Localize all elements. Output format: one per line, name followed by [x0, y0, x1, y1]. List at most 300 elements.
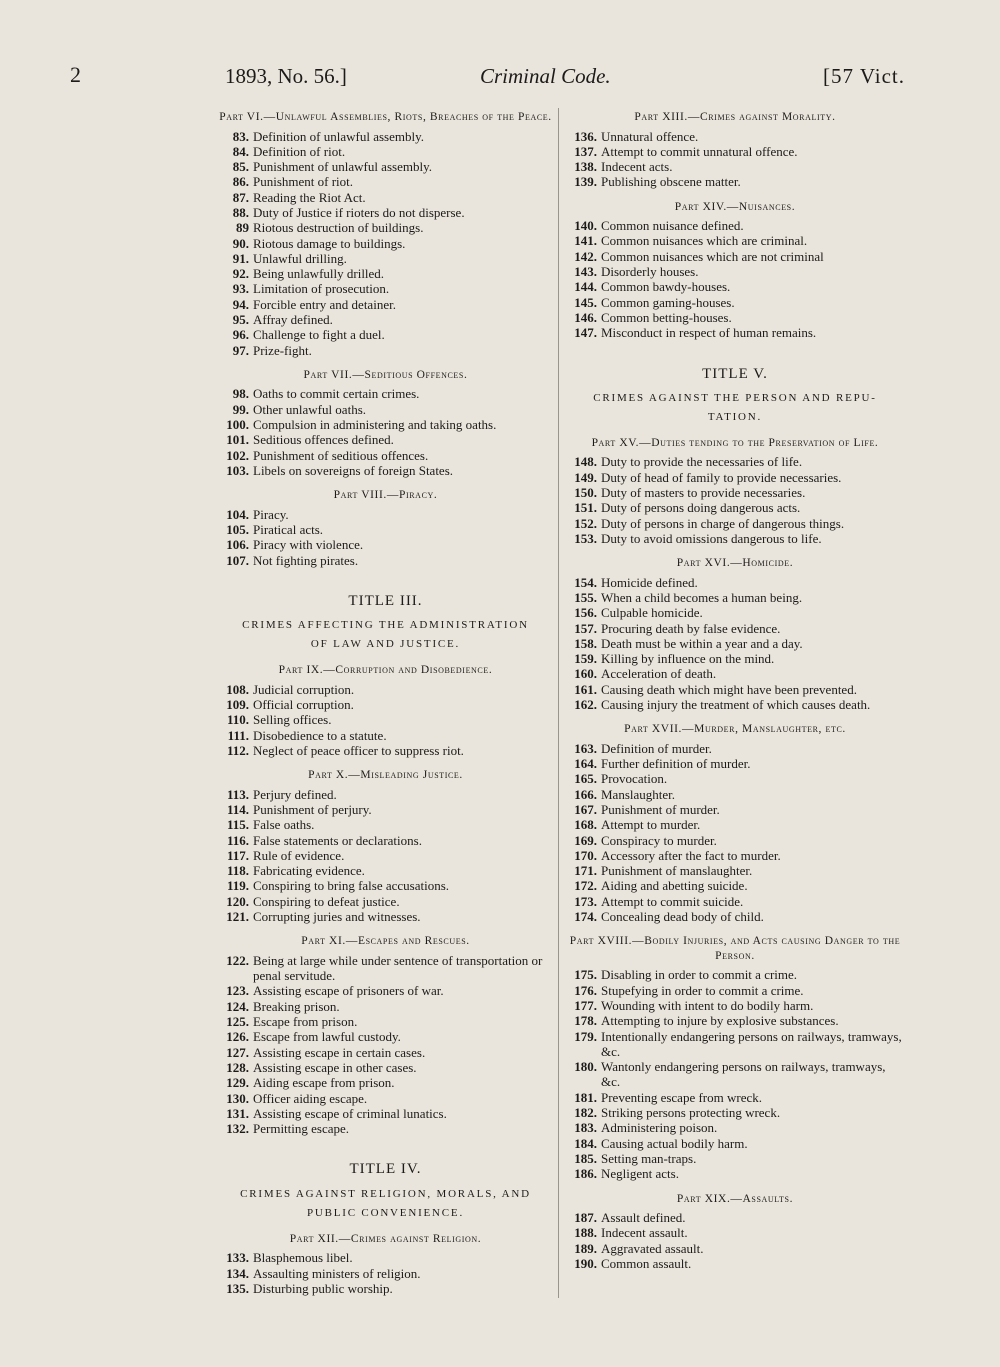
section-number: 181. [574, 1089, 597, 1105]
section-title: Punishment of seditious offences. [253, 447, 429, 463]
left-column [218, 110, 553, 1296]
contents-entry [218, 1266, 553, 1281]
section-title: Publishing obscene matter. [601, 174, 741, 190]
contents-entry [218, 728, 553, 743]
section-number: 142. [574, 248, 597, 264]
section-number: 105. [226, 522, 249, 538]
section-title: Judicial corruption. [253, 681, 355, 697]
section-number: 188. [574, 1225, 597, 1241]
contents-entry [218, 1029, 553, 1044]
section-title: Intentionally endangering persons on railways, tramways, &c. [601, 1028, 902, 1059]
contents-entry [566, 279, 904, 294]
section-number: 138. [574, 159, 597, 175]
section-number: 169. [574, 832, 597, 848]
column-divider [558, 108, 559, 1298]
section-title: Disorderly houses. [601, 264, 699, 280]
section-number: 117. [226, 847, 249, 863]
part-heading: Part VII.—Seditious Offences. [303, 368, 468, 381]
section-number: 128. [226, 1059, 249, 1075]
section-title: False oaths. [253, 817, 315, 833]
part-heading: Part XVII.—Murder, Manslaughter, etc. [624, 723, 846, 736]
contents-entry [566, 817, 904, 832]
contents-entry [218, 402, 553, 417]
section-title: Limitation of prosecution. [253, 281, 390, 297]
section-title: Conspiring to bring false accusations. [253, 878, 450, 894]
section-title: Assisting escape of criminal lunatics. [253, 1105, 447, 1121]
section-number: 110. [226, 712, 249, 728]
section-number: 159. [574, 651, 597, 667]
contents-entry [566, 1151, 904, 1166]
section-number: 133. [226, 1250, 249, 1266]
section-number: 163. [574, 740, 597, 756]
section-number: 153. [574, 530, 597, 546]
part-heading: Part X.—Misleading Justice. [308, 769, 463, 782]
section-number: 185. [574, 1150, 597, 1166]
contents-entry [566, 1105, 904, 1120]
section-number: 108. [226, 681, 249, 697]
contents-entry [566, 863, 904, 878]
section-number: 177. [574, 997, 597, 1013]
section-number: 96. [232, 327, 249, 343]
contents-entry [566, 605, 904, 620]
section-title: Forcible entry and detainer. [253, 296, 396, 312]
contents-entry [218, 236, 553, 251]
contents-entry [566, 983, 904, 998]
section-number: 98. [232, 386, 249, 402]
section-title: Blasphemous libel. [253, 1250, 353, 1266]
section-number: 100. [226, 417, 249, 433]
section-number: 101. [226, 432, 249, 448]
section-number: 111. [227, 727, 249, 743]
contents-entry [218, 312, 553, 327]
section-number: 179. [574, 1028, 597, 1044]
section-number: 149. [574, 469, 597, 485]
contents-entry [218, 1091, 553, 1106]
section-title: Neglect of peace officer to suppress riot. [253, 742, 464, 758]
section-number: 147. [574, 325, 597, 341]
section-number: 127. [226, 1044, 249, 1060]
section-title: Indecent acts. [601, 159, 673, 175]
contents-entry [566, 998, 904, 1013]
contents-entry [218, 205, 553, 220]
section-title: Wantonly endangering persons on railways, tramways, &c. [601, 1059, 886, 1090]
section-number: 137. [574, 143, 597, 159]
section-number: 106. [226, 537, 249, 553]
section-number: 114. [226, 802, 249, 817]
section-title: Unlawful drilling. [253, 250, 347, 266]
contents-entry [566, 636, 904, 651]
section-title: Punishment of unlawful assembly. [253, 159, 432, 175]
section-title: Definition of riot. [253, 143, 346, 159]
section-title: Common nuisances which are not criminal [601, 248, 824, 264]
section-number: 103. [226, 462, 249, 478]
section-number: 136. [574, 128, 597, 144]
section-number: 115. [226, 817, 249, 833]
section-title: Preventing escape from wreck. [601, 1089, 762, 1105]
contents-entry [218, 697, 553, 712]
section-number: 168. [574, 817, 597, 833]
section-number: 116. [226, 832, 249, 848]
contents-entry [566, 894, 904, 909]
contents-entry [218, 266, 553, 281]
section-title: Assaulting ministers of religion. [253, 1265, 421, 1281]
contents-entry [218, 848, 553, 863]
section-number: 174. [574, 909, 597, 925]
right-column [566, 110, 904, 1271]
contents-entry [218, 507, 553, 522]
contents-entry [566, 249, 904, 264]
section-title: Aggravated assault. [601, 1240, 704, 1256]
section-number: 83. [232, 128, 249, 144]
contents-entry [566, 697, 904, 712]
contents-entry [218, 1075, 553, 1090]
section-title: Conspiring to defeat justice. [253, 893, 400, 909]
contents-entry [218, 129, 553, 144]
contents-entry [566, 1225, 904, 1240]
part-heading: Part XVI.—Homicide. [676, 557, 794, 570]
contents-entry [218, 553, 553, 568]
contents-entry [218, 878, 553, 893]
section-number: 99. [232, 401, 249, 417]
section-title: Riotous damage to buildings. [253, 235, 406, 251]
contents-entry [566, 741, 904, 756]
contents-entry [218, 1014, 553, 1029]
section-number: 190. [574, 1255, 597, 1271]
section-number: 89 [236, 220, 249, 236]
section-title: Assisting escape in certain cases. [253, 1044, 426, 1060]
part-heading: Part VI.—Unlawful Assemblies, Riots, Breaches of the Peace. [219, 111, 552, 123]
running-head-left: 1893, No. 56.] [225, 64, 347, 88]
section-number: 176. [574, 982, 597, 998]
contents-entry [566, 621, 904, 636]
contents-entry [566, 1029, 904, 1060]
contents-entry [566, 1136, 904, 1151]
section-number: 161. [574, 681, 597, 697]
section-title: Piracy with violence. [253, 537, 364, 553]
section-title: Death must be within a year and a day. [601, 635, 803, 651]
section-title: Definition of unlawful assembly. [253, 128, 425, 144]
title-heading: TITLE V. [702, 365, 768, 382]
contents-entry [218, 343, 553, 358]
contents-entry [566, 500, 904, 515]
part-heading: Part XI.—Escapes and Rescues. [301, 935, 470, 948]
section-number: 120. [226, 893, 249, 909]
section-title: Riotous destruction of buildings. [253, 220, 424, 236]
section-number: 107. [226, 552, 249, 568]
section-title: Being at large while under sentence of transportation or penal servitude. [253, 952, 543, 984]
contents-entry [218, 1281, 553, 1296]
part-heading: Part XVIII.—Bodily Injuries, and Acts causing Danger to the Person. [569, 935, 901, 962]
contents-entry [566, 848, 904, 863]
contents-entry [566, 454, 904, 469]
section-number: 126. [226, 1029, 249, 1045]
section-title: Attempt to commit unnatural offence. [601, 143, 798, 159]
contents-entry [566, 129, 904, 144]
contents-entry [566, 590, 904, 605]
section-number: 183. [574, 1120, 597, 1136]
contents-entry [218, 894, 553, 909]
section-number: 166. [574, 786, 597, 802]
contents-entry [566, 159, 904, 174]
contents-entry [218, 833, 553, 848]
section-title: Officer aiding escape. [253, 1090, 368, 1106]
contents-entry [218, 417, 553, 432]
contents-entry [218, 712, 553, 727]
section-number: 132. [226, 1121, 249, 1137]
section-title: Compulsion in administering and taking oaths. [253, 417, 497, 433]
contents-entry [218, 297, 553, 312]
section-number: 135. [226, 1280, 249, 1296]
section-number: 93. [232, 281, 249, 297]
section-title: Causing injury the treatment of which causes death. [601, 697, 871, 713]
section-number: 109. [226, 697, 249, 713]
contents-entry [566, 516, 904, 531]
running-head-right: [57 Vict. [822, 64, 905, 88]
section-title: Affray defined. [253, 312, 333, 328]
section-number: 157. [574, 620, 597, 636]
section-number: 123. [226, 983, 249, 999]
contents-entry [566, 878, 904, 893]
part-heading: Part XV.—Duties tending to the Preservation of Life. [591, 436, 879, 449]
contents-entry [218, 1121, 553, 1136]
section-number: 145. [574, 294, 597, 310]
contents-entry [566, 485, 904, 500]
section-title: Attempt to commit suicide. [601, 893, 744, 909]
section-title: Manslaughter. [601, 786, 676, 802]
contents-entry [566, 264, 904, 279]
section-title: False statements or declarations. [253, 832, 422, 848]
section-title: Common bawdy-houses. [601, 279, 731, 295]
section-title: Not fighting pirates. [253, 552, 359, 568]
section-title: Culpable homicide. [601, 605, 703, 621]
contents-entry [566, 1256, 904, 1271]
section-title: When a child becomes a human being. [601, 589, 803, 605]
contents-entry [218, 802, 553, 817]
section-title: Misconduct in respect of human remains. [601, 325, 817, 341]
section-number: 131. [226, 1105, 249, 1121]
section-number: 165. [574, 771, 597, 787]
section-title: Procuring death by false evidence. [601, 620, 781, 636]
title-subheading: CRIMES AGAINST RELIGION, MORALS, AND [240, 1187, 531, 1200]
contents-entry [218, 386, 553, 401]
section-title: Being unlawfully drilled. [253, 266, 385, 282]
section-title: Causing actual bodily harm. [601, 1135, 748, 1151]
section-title: Reading the Riot Act. [253, 189, 366, 205]
section-title: Common gaming-houses. [601, 294, 735, 310]
section-title: Attempt to murder. [601, 817, 701, 833]
contents-entry [566, 802, 904, 817]
section-number: 178. [574, 1013, 597, 1029]
section-number: 125. [226, 1014, 249, 1030]
contents-entry [566, 144, 904, 159]
contents-entry [566, 787, 904, 802]
section-number: 171. [574, 863, 597, 879]
section-title: Assault defined. [601, 1210, 686, 1226]
section-title: Oaths to commit certain crimes. [253, 386, 420, 402]
contents-entry [566, 651, 904, 666]
section-title: Punishment of perjury. [253, 802, 372, 817]
section-number: 143. [574, 264, 597, 280]
section-number: 158. [574, 635, 597, 651]
section-title: Further definition of murder. [601, 756, 751, 772]
section-title: Fabricating evidence. [253, 863, 365, 879]
section-number: 156. [574, 605, 597, 621]
section-number: 113. [226, 786, 249, 802]
section-number: 186. [574, 1166, 597, 1182]
section-title: Wounding with intent to do bodily harm. [601, 997, 814, 1013]
contents-entry [566, 833, 904, 848]
section-title: Stupefying in order to commit a crime. [601, 982, 804, 998]
contents-entry [566, 1090, 904, 1105]
contents-entry [218, 999, 553, 1014]
section-number: 130. [226, 1090, 249, 1106]
contents-entry [218, 863, 553, 878]
section-title: Official corruption. [253, 697, 354, 713]
contents-entry [566, 1013, 904, 1028]
running-head-title: Criminal Code. [480, 64, 611, 88]
section-number: 180. [574, 1059, 597, 1075]
section-number: 182. [574, 1105, 597, 1121]
title-subheading: PUBLIC CONVENIENCE. [306, 1206, 465, 1219]
section-title: Aiding and abetting suicide. [601, 878, 748, 894]
section-title: Definition of murder. [601, 740, 712, 756]
section-title: Escape from prison. [253, 1014, 358, 1030]
section-number: 144. [574, 279, 597, 295]
section-number: 95. [232, 312, 249, 328]
contents-entry [218, 1060, 553, 1075]
contents-entry [218, 682, 553, 697]
title-heading: TITLE IV. [349, 1161, 422, 1178]
section-number: 121. [226, 909, 249, 925]
contents-entry [566, 771, 904, 786]
section-title: Assisting escape of prisoners of war. [253, 983, 444, 999]
section-title: Prize-fight. [253, 342, 312, 358]
contents-entry [218, 909, 553, 924]
section-number: 119. [226, 878, 249, 894]
contents-entry [218, 174, 553, 189]
section-number: 129. [226, 1075, 249, 1091]
section-title: Accessory after the fact to murder. [601, 847, 781, 863]
section-title: Setting man-traps. [601, 1150, 697, 1166]
section-title: Administering poison. [601, 1120, 718, 1136]
section-number: 151. [574, 500, 597, 516]
section-title: Unnatural offence. [601, 128, 699, 144]
part-heading: Part VIII.—Piracy. [333, 489, 438, 502]
section-title: Selling offices. [253, 712, 332, 728]
section-title: Common assault. [601, 1255, 692, 1271]
title-subheading: OF LAW AND JUSTICE. [310, 638, 461, 651]
section-number: 86. [232, 174, 249, 190]
contents-entry [566, 174, 904, 189]
title-subheading: CRIMES AFFECTING THE ADMINISTRATION [242, 619, 529, 632]
section-number: 184. [574, 1135, 597, 1151]
section-number: 155. [574, 589, 597, 605]
part-heading: Part IX.—Corruption and Disobedience. [278, 664, 493, 677]
section-title: Duty of Justice if rioters do not disperse. [253, 204, 465, 220]
contents-entry [566, 233, 904, 248]
part-heading: Part XII.—Crimes against Religion. [289, 1232, 482, 1245]
section-title: Assisting escape in other cases. [253, 1059, 417, 1075]
section-title: Punishment of murder. [601, 802, 720, 817]
contents-entry [566, 325, 904, 340]
section-number: 112. [226, 742, 249, 758]
section-number: 167. [574, 802, 597, 817]
section-number: 94. [232, 296, 249, 312]
section-title: Libels on sovereigns of foreign States. [253, 462, 454, 478]
contents-entry [218, 463, 553, 478]
section-title: Homicide defined. [601, 574, 698, 590]
section-title: Other unlawful oaths. [253, 401, 367, 417]
section-number: 88. [232, 204, 249, 220]
section-number: 170. [574, 847, 597, 863]
section-number: 150. [574, 484, 597, 500]
title-heading: TITLE III. [348, 592, 423, 609]
section-title: Provocation. [601, 771, 668, 787]
section-title: Piratical acts. [253, 522, 324, 538]
contents-entry [218, 1045, 553, 1060]
section-number: 189. [574, 1240, 597, 1256]
contents-entry [218, 953, 553, 984]
section-number: 85. [232, 159, 249, 175]
contents-entry [218, 327, 553, 342]
section-title: Duty of masters to provide necessaries. [601, 484, 806, 500]
contents-entry [218, 159, 553, 174]
section-title: Attempting to injure by explosive substances. [601, 1013, 839, 1029]
contents-entry [566, 575, 904, 590]
contents-entry [566, 1059, 904, 1090]
contents-entry [218, 220, 553, 235]
contents-entry [218, 817, 553, 832]
contents-entry [218, 743, 553, 758]
page-number: 2 [70, 62, 81, 87]
part-heading: Part XIV.—Nuisances. [674, 200, 796, 213]
contents-entry [566, 967, 904, 982]
section-number: 173. [574, 893, 597, 909]
contents-entry [218, 251, 553, 266]
contents-entry [566, 1120, 904, 1135]
contents-entry [566, 1241, 904, 1256]
section-number: 140. [574, 218, 597, 234]
contents-entry [218, 448, 553, 463]
section-title: Conspiracy to murder. [601, 832, 717, 848]
contents-entry [566, 310, 904, 325]
section-title: Duty of head of family to provide necessaries. [601, 469, 842, 485]
section-number: 91. [232, 250, 249, 266]
contents-entry [566, 531, 904, 546]
section-number: 87. [232, 189, 249, 205]
section-number: 154. [574, 574, 597, 590]
contents-entry [566, 682, 904, 697]
contents-entry [566, 470, 904, 485]
section-title: Disobedience to a statute. [253, 727, 387, 743]
section-title: Punishment of riot. [253, 174, 354, 190]
section-number: 187. [574, 1210, 597, 1226]
part-heading: Part XIII.—Crimes against Morality. [634, 111, 836, 123]
section-title: Permitting escape. [253, 1121, 350, 1137]
section-title: Indecent assault. [601, 1225, 688, 1241]
section-number: 172. [574, 878, 597, 894]
section-number: 141. [574, 233, 597, 249]
section-title: Common nuisance defined. [601, 218, 744, 234]
section-number: 139. [574, 174, 597, 190]
section-number: 152. [574, 515, 597, 531]
section-number: 97. [232, 342, 249, 358]
section-title: Acceleration of death. [601, 666, 717, 682]
section-title: Causing death which might have been prevented. [601, 681, 857, 697]
contents-entry [218, 522, 553, 537]
contents-entry [566, 218, 904, 233]
section-number: 164. [574, 756, 597, 772]
